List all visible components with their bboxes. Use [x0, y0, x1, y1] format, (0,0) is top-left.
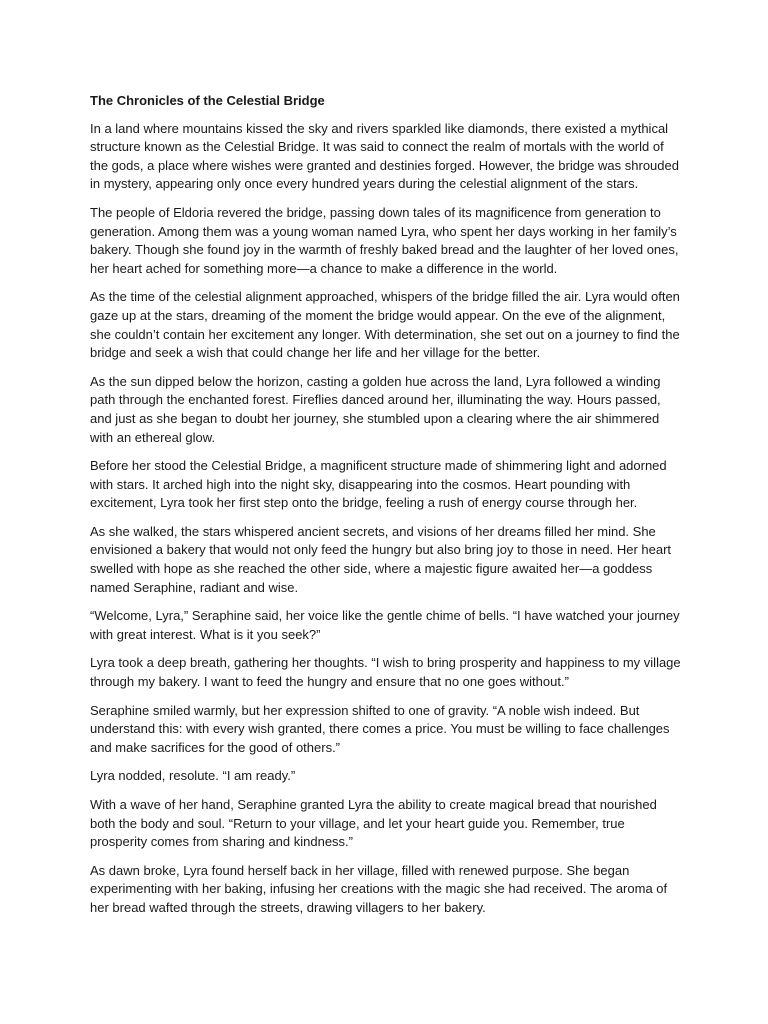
paragraph: As the time of the celestial alignment approached, whispers of the bridge filled the air. Lyra would often gaze up at the stars, dreaming of the moment the bridge would appear. On the eve of the alignment, she couldn’t contain her excitement any longer. With determination, she set out on a journey to find the bridge and seek a wish that could change her life and her village for the better.	[90, 289, 680, 361]
paragraph: “Welcome, Lyra,” Seraphine said, her voice like the gentle chime of bells. “I have watched your journey with great interest. What is it you seek?”	[90, 608, 680, 642]
paragraph: Seraphine smiled warmly, but her expression shifted to one of gravity. “A noble wish indeed. But understand this: with every wish granted, there comes a price. You must be willing to face challenges and make sacrifices for the good of others.”	[90, 702, 670, 755]
paragraph: As the sun dipped below the horizon, casting a golden hue across the land, Lyra followed a winding path through the enchanted forest. Fireflies danced around her, illuminating the way. Hours passed, and just as she began to doubt her journey, she stumbled upon a clearing where the air shimmered with an ethereal glow.	[90, 373, 661, 445]
paragraph: Lyra took a deep breath, gathering her thoughts. “I wish to bring prosperity and happiness to my village through my bakery. I want to feed the hungry and ensure that no one goes without.”	[90, 655, 681, 690]
paragraph: The people of Eldoria revered the bridge, passing down tales of its magnificence from generation to generation. Among them was a young woman named Lyra, who spent her days working in her family’s bakery. Though she found joy in the warmth of freshly baked bread and the laughter of her loved ones, her heart ached for something more—a chance to make a difference in the world.	[90, 204, 679, 276]
paragraph: With a wave of her hand, Seraphine granted Lyra the ability to create magical bread that nourished both the body and soul. “Return to your village, and let your heart guide you. Remember, true prosperity comes from sharing and kindness.”	[90, 797, 657, 850]
paragraph: Lyra nodded, resolute. “I am ready.”	[90, 768, 296, 784]
paragraph: Before her stood the Celestial Bridge, a magnificent structure made of shimmering light and adorned with stars. It arched high into the night sky, disappearing into the cosmos. Heart pounding with excitement, Lyra took her first step onto the bridge, feeling a rush of energy course through her.	[90, 458, 667, 511]
document-title: The Chronicles of the Celestial Bridge	[90, 93, 325, 108]
paragraph: In a land where mountains kissed the sky and rivers sparkled like diamonds, there existed a mythical structure known as the Celestial Bridge. It was said to connect the realm of mortals with the world of the gods, a place where wishes were granted and destinies forged. However, the bridge was shrouded in mystery, appearing only once every hundred years during the celestial alignment of the stars.	[90, 120, 679, 192]
paragraph: As dawn broke, Lyra found herself back in her village, filled with renewed purpose. She began experimenting with her baking, infusing her creations with the magic she had received. The aroma of her bread wafted through the streets, drawing villagers to her bakery.	[90, 862, 668, 915]
paragraph: As she walked, the stars whispered ancient secrets, and visions of her dreams filled her mind. She envisioned a bakery that would not only feed the hungry but also bring joy to those in need. Her heart swelled with hope as she reached the other side, where a majestic figure awaited her—a goddess named Seraphine, radiant and wise.	[90, 523, 672, 595]
document-body	[90, 92, 682, 928]
